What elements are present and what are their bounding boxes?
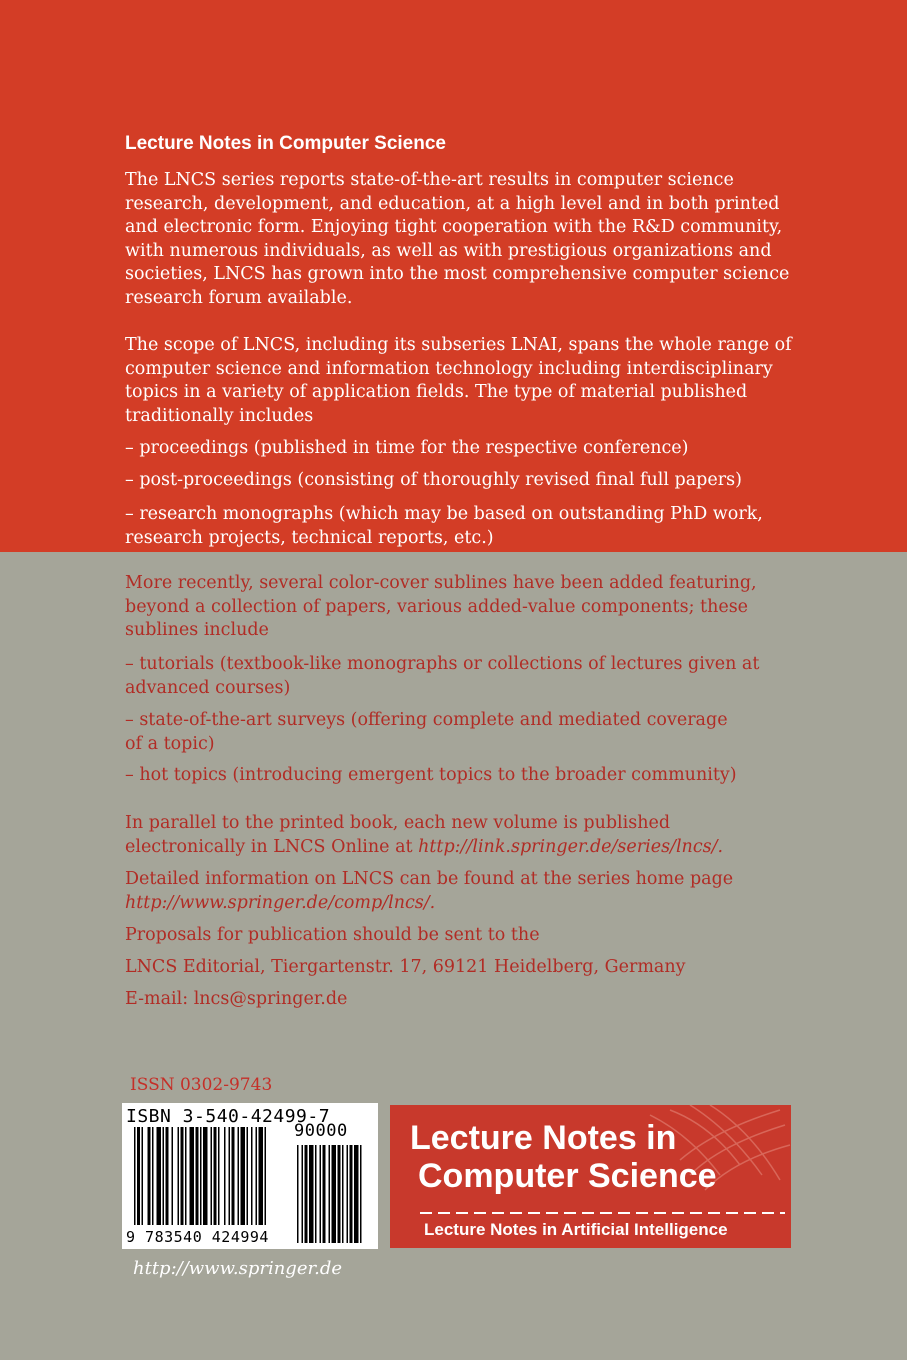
barcode-bar <box>224 1127 226 1225</box>
online-paragraph <box>125 812 793 859</box>
scope-line: topics in a variety of application fields. The type of material published <box>125 382 748 402</box>
barcode-bar <box>166 1127 169 1225</box>
barcode-addon-bar <box>347 1145 349 1243</box>
barcode-addon-bar <box>338 1145 341 1243</box>
barcode-bar <box>148 1127 151 1225</box>
scope-line: traditionally includes <box>125 405 314 426</box>
barcode-addon-bar <box>360 1145 362 1243</box>
item-line: – proceedings (published in time for the respective conference) <box>125 438 689 458</box>
recent-paragraph <box>125 572 793 643</box>
material-item-post-proceedings <box>125 469 793 493</box>
scope-paragraph <box>125 334 793 428</box>
scope-line: computer science and information technology including interdisciplinary <box>125 358 773 379</box>
barcode-bar <box>256 1127 258 1225</box>
logo-subtitle: Lecture Notes in Artificial Intelligence <box>424 1220 728 1239</box>
barcode-bar <box>196 1127 199 1225</box>
address-line: LNCS Editorial, Tiergartenstr. 17, 69121 Heidelberg, Germany <box>125 957 686 977</box>
isbn-text: ISBN 3-540-42499-7 <box>126 1106 331 1127</box>
barcode-bar <box>200 1127 202 1225</box>
item-line: – hot topics (introducing emergent topics to the broader community) <box>125 765 737 785</box>
barcode-bar <box>238 1127 240 1225</box>
proposals-line: Proposals for publication should be sent to the <box>125 925 540 945</box>
barcode-bar <box>134 1127 136 1225</box>
recent-line: sublines include <box>125 620 269 640</box>
barcode-bar <box>137 1127 140 1225</box>
series-logo <box>390 1105 791 1248</box>
material-item-monographs <box>125 503 793 550</box>
item-line: of a topic) <box>125 733 215 754</box>
barcode-bar <box>157 1127 162 1225</box>
barcode-bar <box>142 1127 144 1225</box>
barcode-addon-bar <box>332 1145 337 1243</box>
barcode-addon-bar <box>323 1145 326 1243</box>
barcode-bar <box>163 1127 165 1225</box>
online-line: In parallel to the printed book, each new volume is published <box>125 813 671 833</box>
intro-line: research, development, and education, at a high level and in both printed <box>125 193 780 214</box>
online-line <box>125 836 793 860</box>
barcode-bar <box>172 1127 174 1225</box>
item-line: advanced courses) <box>125 677 291 698</box>
barcode-bar <box>251 1127 253 1225</box>
info-line: Detailed information on LNCS can be found at the series home page <box>125 869 734 889</box>
info-url-link[interactable]: http://www.springer.de/comp/lncs/. <box>125 892 436 913</box>
barcode-bar <box>214 1127 217 1225</box>
barcode-bar <box>259 1127 264 1225</box>
barcode-bar <box>185 1127 187 1225</box>
email-line: E-mail: lncs@springer.de <box>125 989 348 1009</box>
barcode-addon-bar <box>309 1145 314 1243</box>
ean-text: 9 783540 424994 <box>126 1228 269 1246</box>
barcode-bar <box>265 1127 267 1225</box>
barcode-addon-bar <box>315 1145 317 1243</box>
online-text: electronically in LNCS Online at <box>125 836 419 857</box>
subline-item-tutorials <box>125 653 793 700</box>
material-item-proceedings <box>125 437 793 461</box>
barcode-block <box>122 1103 378 1249</box>
series-heading: Lecture Notes in Computer Science <box>125 133 446 154</box>
item-line: – tutorials (textbook-like monographs or collections of lectures given at <box>125 654 760 674</box>
intro-line: with numerous individuals, as well as with prestigious organizations and <box>125 240 772 261</box>
barcode-bar <box>203 1127 208 1225</box>
info-paragraph <box>125 868 793 915</box>
barcode-bar <box>178 1127 180 1225</box>
barcode-addon-bar <box>342 1145 344 1243</box>
barcode-bar <box>218 1127 220 1225</box>
recent-line: beyond a collection of papers, various added-value components; these <box>125 596 749 617</box>
logo-title-line1: Lecture Notes in <box>410 1119 677 1157</box>
barcode-bar <box>241 1127 246 1225</box>
scope-line: The scope of LNCS, including its subseries LNAI, spans the whole range of <box>125 335 792 355</box>
barcode-addon-bar <box>350 1145 353 1243</box>
barcode-bar <box>152 1127 154 1225</box>
barcode-addon-bar <box>305 1145 308 1243</box>
barcode-addon-bar <box>329 1145 331 1243</box>
barcode-bar <box>232 1127 235 1225</box>
barcode-bar <box>211 1127 213 1225</box>
barcode-bar <box>181 1127 184 1225</box>
intro-line: The LNCS series reports state-of-the-art results in computer science <box>125 170 734 190</box>
item-line: research projects, technical reports, etc.) <box>125 527 494 548</box>
intro-paragraph <box>125 169 793 310</box>
subline-item-surveys <box>125 709 793 756</box>
barcode-addon-text: 90000 <box>294 1121 348 1141</box>
recent-line: More recently, several color-cover sublines have been added featuring, <box>125 573 757 593</box>
barcode-bar <box>190 1127 195 1225</box>
issn-label: ISSN 0302-9743 <box>130 1075 273 1095</box>
footer-url-link[interactable]: http://www.springer.de <box>133 1258 342 1279</box>
barcode-bar <box>229 1127 231 1225</box>
intro-line: and electronic form. Enjoying tight cooperation with the R&D community, <box>125 217 783 237</box>
subline-item-hot-topics <box>125 764 793 788</box>
intro-line: research forum available. <box>125 287 353 308</box>
barcode-addon-bar <box>297 1145 299 1243</box>
online-url-link[interactable]: http://link.springer.de/series/lncs/. <box>418 836 724 857</box>
barcode-addon-bar <box>302 1145 304 1243</box>
item-line: – post-proceedings (consisting of thoroughly revised final full papers) <box>125 470 742 490</box>
intro-line: societies, LNCS has grown into the most comprehensive computer science <box>125 264 790 284</box>
barcode-addon-bar <box>354 1145 359 1243</box>
logo-title-line2: Computer Science <box>418 1157 717 1195</box>
item-line: – state-of-the-art surveys (offering complete and mediated coverage <box>125 710 728 730</box>
item-line: – research monographs (which may be based on outstanding PhD work, <box>125 504 763 524</box>
barcode-addon-bar <box>320 1145 322 1243</box>
barcode-bar <box>247 1127 249 1225</box>
